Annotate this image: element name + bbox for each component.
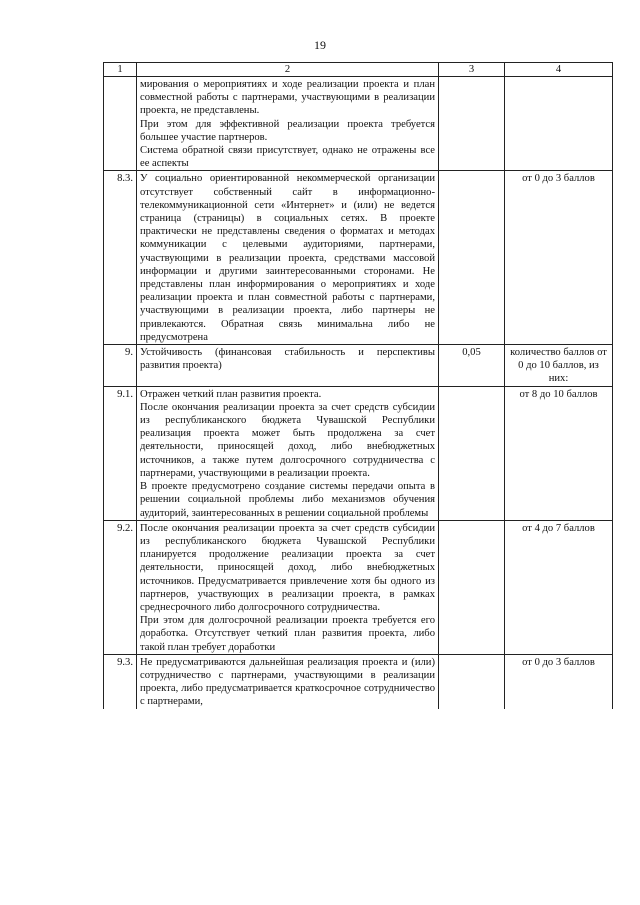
row-description	[137, 77, 439, 171]
paragraph: Не предусматриваются дальнейшая реализация проекта и (или) сотрудничество с партнерами, участвующими в реализации проекта, либо предусматривается краткосрочное сотрудничество с партнерами,	[140, 656, 435, 708]
row-weight	[439, 77, 505, 171]
paragraph: В проекте предусмотрено создание системы передачи опыта в решении социальной проблемы либо механизмов обучения аудиторий, заинтересованных в решении социальной проблемы	[140, 481, 435, 519]
page-number: 19	[314, 38, 326, 52]
header-col-4: 4	[505, 63, 613, 77]
row-number: 9.3.	[104, 654, 137, 708]
table-row	[104, 386, 613, 520]
table-row	[104, 345, 613, 387]
table-header-row	[104, 63, 613, 77]
paragraph: Устойчивость (финансовая стабильность и перспективы развития проекта)	[140, 347, 435, 372]
row-weight	[439, 171, 505, 345]
row-weight	[439, 386, 505, 520]
row-description	[137, 654, 439, 708]
row-description	[137, 345, 439, 387]
header-col-3: 3	[439, 63, 505, 77]
header-col-2: 2	[137, 63, 439, 77]
paragraph: После окончания реализации проекта за счет средств субсидии из республиканского бюджета Чувашской Республики реализация проекта может быть продолжена за счет деятельности, приносящей доход, либо внебюджетных источников, а также путем долгосрочного сотрудничества с партнерами, участвующими в реализации проекта.	[140, 401, 435, 479]
criteria-table	[103, 62, 613, 709]
table-row	[104, 77, 613, 171]
row-weight	[439, 654, 505, 708]
row-score: количество баллов от 0 до 10 баллов, из них:	[505, 345, 613, 387]
paragraph: После окончания реализации проекта за счет средств субсидии из республиканского бюджета Чувашской Республики планируется продолжение реализации проекта за счет деятельности, приносящей доход, либо внебюджетных источников. Предусматривается привлечение хотя бы одного из партнеров, участвующих в реализации проекта, в рамках среднесрочного либо долгосрочного сотрудничества.	[140, 522, 435, 613]
row-number: 9.2.	[104, 520, 137, 654]
table-row	[104, 520, 613, 654]
row-score	[505, 77, 613, 171]
row-description	[137, 171, 439, 345]
row-score: от 4 до 7 баллов	[505, 520, 613, 654]
table-row	[104, 171, 613, 345]
row-weight	[439, 520, 505, 654]
row-description	[137, 520, 439, 654]
paragraph: У социально ориентированной некоммерческой организации отсутствует собственный сайт в информационно-телекоммуникационной сети «Интернет» и (или) не ведется страница (страницы) в социальных сетях. В проекте практически не представлены сведения о форматах и методах коммуникации с целевыми аудиториями, партнерами, участвующими в реализации проекта, средствами массовой информации и другими заинтересованными сторонами. Не представлены план информирования о мероприятиях и ходе реализации проекта и план совместной работы с партнерами, участвующими в реализации проекта, либо партнеры не привлекаются. Обратная связь минимальна либо не предусмотрена	[140, 173, 435, 343]
row-number	[104, 77, 137, 171]
table-row	[104, 654, 613, 708]
row-number: 9.1.	[104, 386, 137, 520]
paragraph: Система обратной связи присутствует, однако не отражены все ее аспекты	[140, 145, 435, 170]
row-score: от 8 до 10 баллов	[505, 386, 613, 520]
row-description	[137, 386, 439, 520]
paragraph: При этом для эффективной реализации проекта требуется большее участие партнеров.	[140, 118, 435, 143]
row-number: 9.	[104, 345, 137, 387]
row-weight: 0,05	[439, 345, 505, 387]
row-score: от 0 до 3 баллов	[505, 654, 613, 708]
paragraph: мирования о мероприятиях и ходе реализации проекта и план совместной работы с партнерами, участвующими в реализации проекта, не представлены.	[140, 79, 435, 117]
paragraph: Отражен четкий план развития проекта.	[140, 388, 322, 400]
header-col-1: 1	[104, 63, 137, 77]
row-score: от 0 до 3 баллов	[505, 171, 613, 345]
paragraph: При этом для долгосрочной реализации проекта требуется его доработка. Отсутствует четкий план развития проекта, либо такой план требует доработки	[140, 615, 435, 653]
row-number: 8.3.	[104, 171, 137, 345]
